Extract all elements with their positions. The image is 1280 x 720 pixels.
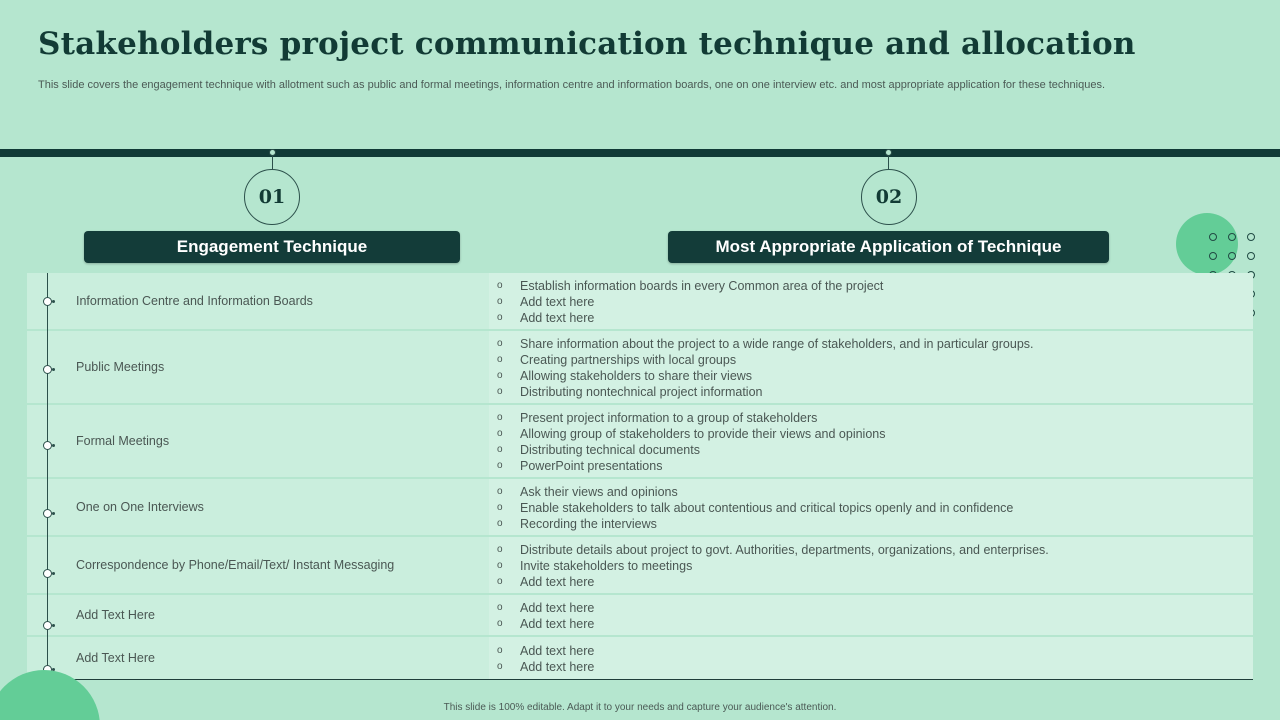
- application-text: Allowing stakeholders to share their views: [520, 369, 753, 383]
- timeline-dot: [43, 441, 52, 450]
- bullet-circle-icon: o: [497, 518, 503, 529]
- column-number-circle: 02: [861, 169, 917, 225]
- application-bullet: [497, 558, 1253, 574]
- bullet-circle-icon: o: [497, 602, 503, 613]
- application-text: Share information about the project to a wide range of stakeholders, and in particular groups.: [520, 337, 1034, 351]
- timeline-line: [47, 273, 48, 670]
- technique-cell: Add Text Here: [27, 637, 489, 679]
- application-bullet: [497, 458, 1253, 474]
- application-bullet: [497, 442, 1253, 458]
- table-row: [27, 595, 1253, 637]
- technique-cell: One on One Interviews: [27, 479, 489, 535]
- table-row: [27, 479, 1253, 537]
- application-bullet: [497, 500, 1253, 516]
- slide-title: Stakeholders project communication technique and allocation: [38, 26, 1136, 62]
- application-bullet: [497, 336, 1253, 352]
- table-row: [27, 537, 1253, 595]
- application-bullet: [497, 484, 1253, 500]
- bullet-circle-icon: o: [497, 618, 503, 629]
- application-bullet: [497, 574, 1253, 590]
- application-text: Add text here: [520, 575, 595, 589]
- application-cell: [489, 331, 1253, 403]
- application-bullet: [497, 310, 1253, 326]
- application-technique-header: Most Appropriate Application of Technique: [668, 231, 1109, 263]
- bullet-circle-icon: o: [497, 296, 503, 307]
- table-row: [27, 331, 1253, 405]
- timeline-dot: [43, 509, 52, 518]
- bullet-circle-icon: o: [497, 502, 503, 513]
- technique-cell: Information Centre and Information Boards: [27, 273, 489, 329]
- application-text: Add text here: [520, 601, 595, 615]
- bullet-circle-icon: o: [497, 661, 503, 672]
- application-bullet: [497, 426, 1253, 442]
- application-text: Present project information to a group of stakeholders: [520, 411, 818, 425]
- footer-note: This slide is 100% editable. Adapt it to your needs and capture your audience's attention.: [443, 702, 837, 713]
- technique-cell: Public Meetings: [27, 331, 489, 403]
- connector-stem: [272, 155, 273, 169]
- header-divider: [0, 149, 1280, 157]
- application-text: Add text here: [520, 617, 595, 631]
- application-text: Distributing technical documents: [520, 443, 700, 457]
- application-bullet: [497, 384, 1253, 400]
- technique-cell: Formal Meetings: [27, 405, 489, 477]
- technique-cell: Correspondence by Phone/Email/Text/ Instant Messaging: [27, 537, 489, 593]
- engagement-technique-header: Engagement Technique: [84, 231, 460, 263]
- slide-subtitle: This slide covers the engagement technique with allotment such as public and formal meetings, information centre and information boards, one on one interview etc. and most appropriate application for these techniques.: [38, 79, 1105, 91]
- bullet-circle-icon: o: [497, 460, 503, 471]
- bullet-circle-icon: o: [497, 428, 503, 439]
- bullet-circle-icon: o: [497, 370, 503, 381]
- application-text: Creating partnerships with local groups: [520, 353, 737, 367]
- application-cell: [489, 537, 1253, 593]
- application-text: Enable stakeholders to talk about contentious and critical topics openly and in confidence: [520, 501, 1014, 515]
- application-text: Add text here: [520, 660, 595, 674]
- application-text: Add text here: [520, 295, 595, 309]
- table-row: [27, 405, 1253, 479]
- application-text: Distributing nontechnical project information: [520, 385, 763, 399]
- application-cell: [489, 595, 1253, 635]
- timeline-dot: [43, 297, 52, 306]
- application-bullet: [497, 352, 1253, 368]
- bullet-circle-icon: o: [497, 486, 503, 497]
- bullet-circle-icon: o: [497, 412, 503, 423]
- application-bullet: [497, 616, 1253, 632]
- bullet-circle-icon: o: [497, 386, 503, 397]
- application-text: Recording the interviews: [520, 517, 657, 531]
- bullet-circle-icon: o: [497, 576, 503, 587]
- application-text: Allowing group of stakeholders to provide their views and opinions: [520, 427, 886, 441]
- application-text: Add text here: [520, 311, 595, 325]
- application-bullet: [497, 659, 1253, 675]
- bullet-circle-icon: o: [497, 560, 503, 571]
- application-text: Ask their views and opinions: [520, 485, 678, 499]
- application-cell: [489, 637, 1253, 679]
- application-text: Establish information boards in every Common area of the project: [520, 279, 884, 293]
- application-text: Add text here: [520, 644, 595, 658]
- application-bullet: [497, 294, 1253, 310]
- application-cell: [489, 405, 1253, 477]
- bullet-circle-icon: o: [497, 338, 503, 349]
- application-bullet: [497, 600, 1253, 616]
- application-bullet: [497, 516, 1253, 532]
- application-bullet: [497, 643, 1253, 659]
- bullet-circle-icon: o: [497, 312, 503, 323]
- application-text: Distribute details about project to govt. Authorities, departments, organizations, and enterprises.: [520, 543, 1049, 557]
- column-number-circle: 01: [244, 169, 300, 225]
- bullet-circle-icon: o: [497, 645, 503, 656]
- technique-table: [27, 273, 1253, 680]
- bullet-circle-icon: o: [497, 354, 503, 365]
- bullet-circle-icon: o: [497, 280, 503, 291]
- table-row: [27, 273, 1253, 331]
- bullet-circle-icon: o: [497, 444, 503, 455]
- application-cell: [489, 273, 1253, 329]
- application-cell: [489, 479, 1253, 535]
- table-row: [27, 637, 1253, 679]
- timeline-dot: [43, 621, 52, 630]
- application-text: PowerPoint presentations: [520, 459, 663, 473]
- bullet-circle-icon: o: [497, 544, 503, 555]
- application-bullet: [497, 542, 1253, 558]
- application-bullet: [497, 410, 1253, 426]
- technique-cell: Add Text Here: [27, 595, 489, 635]
- application-bullet: [497, 368, 1253, 384]
- timeline-dot: [43, 365, 52, 374]
- application-text: Invite stakeholders to meetings: [520, 559, 693, 573]
- timeline-dot: [43, 569, 52, 578]
- connector-stem: [888, 155, 889, 169]
- application-bullet: [497, 278, 1253, 294]
